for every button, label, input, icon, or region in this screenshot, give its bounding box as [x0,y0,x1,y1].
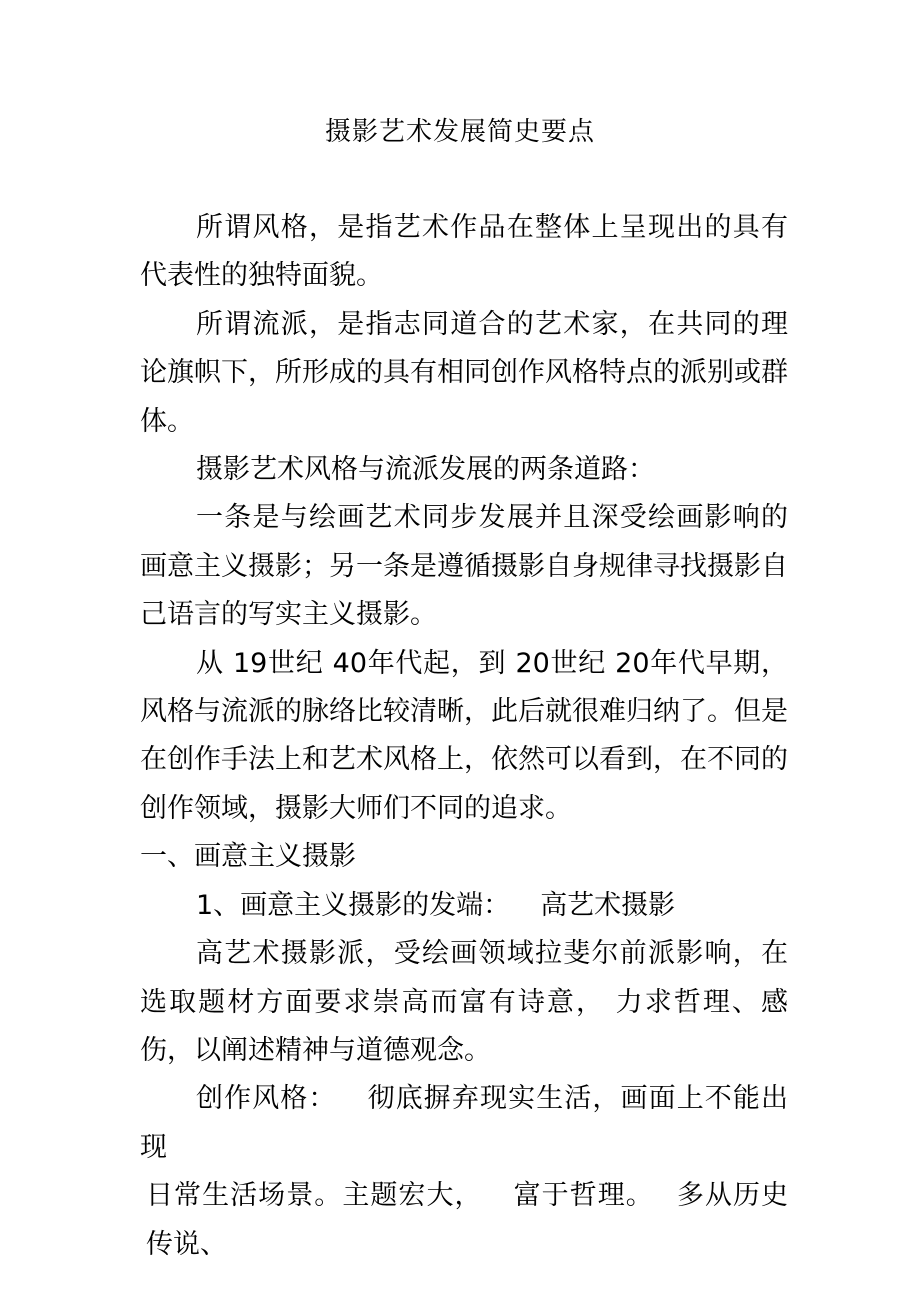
creative-style-line2b: 富于哲理。 [512,1180,654,1212]
creative-style-label: 创作风格： [196,1083,337,1115]
creative-style-line2c: 多从历史传说、 [146,1180,789,1260]
paragraph-creative-style-continued [140,1172,788,1269]
paragraph-high-art: 高艺术摄影派，受绘画领域拉斐尔前派影响，在选取题材方面要求崇高而富有诗意， 力求哲理、感伤，以阐述精神与道德观念。 [140,938,788,1066]
paragraph-two-paths: 一条是与绘画艺术同步发展并且深受绘画影响的画意主义摄影；另一条是遵循摄影自身规律寻找摄影自己语言的写实主义摄影。 [140,502,788,631]
subsection-heading [140,882,788,930]
paragraph-history-overview: 从 19世纪 40年代起，到 20世纪 20年代早期，风格与流派的脉络比较清晰，此后就很难归纳了。但是在创作手法上和艺术风格上，依然可以看到，在不同的创作领域，摄影大师们不同的追求。 [140,647,788,824]
paragraph-style-definition: 所谓风格，是指艺术作品在整体上呈现出的具有代表性的独特面貌。 [140,212,788,292]
section-heading: 一、画意主义摄影 [140,841,356,873]
paragraph-creative-style [140,1075,788,1172]
document-title: 摄影艺术发展简史要点 [324,117,595,147]
subsection-label: 1、画意主义摄影的发端： [196,889,511,921]
document-body [140,204,788,1269]
creative-style-line2a: 日常生活场景。主题宏大， [146,1180,483,1212]
subsection-value: 高艺术摄影 [540,889,676,921]
paragraph-school-definition: 所谓流派，是指志同道合的艺术家，在共同的理论旗帜下，所形成的具有相同创作风格特点的派别或群体。 [140,308,788,437]
creative-style-line1: 彻底摒弃现实生活，画面上不能出现 [140,1083,788,1163]
paragraph-two-paths-intro: 摄影艺术风格与流派发展的两条道路： [196,454,655,486]
